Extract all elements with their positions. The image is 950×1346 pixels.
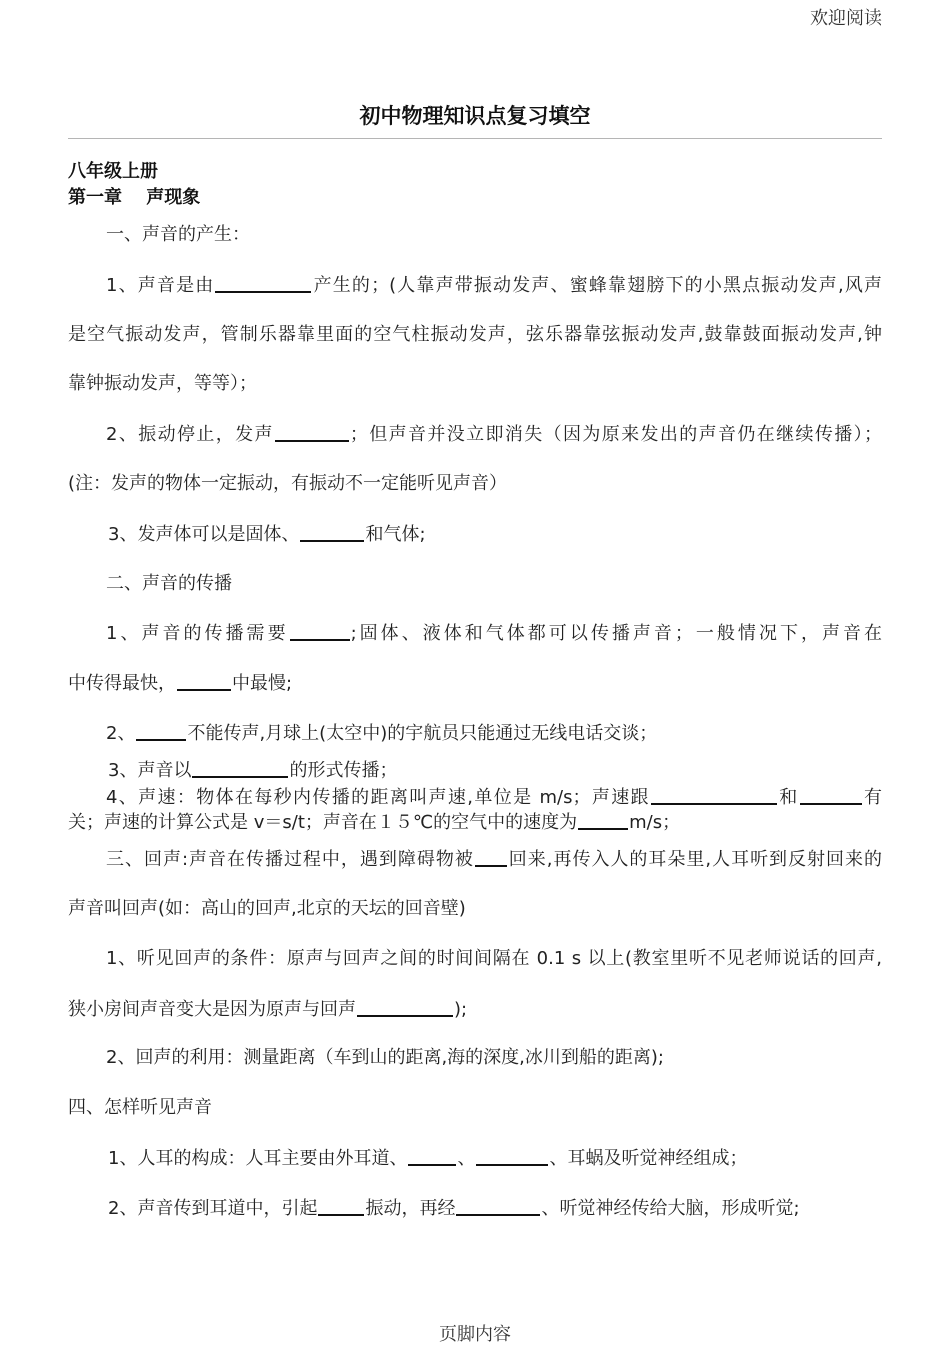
text-span: 关；声速的计算公式是 v＝s/t；声音在１５℃的空气中的速度为 bbox=[68, 812, 578, 833]
paragraph-line bbox=[68, 721, 920, 746]
paragraph-line bbox=[68, 847, 882, 872]
paragraph-line bbox=[68, 758, 922, 783]
text-span: 1、声音的传播需要 bbox=[106, 623, 289, 644]
section-heading-sound-propagation: 二、声音的传播 bbox=[106, 573, 232, 594]
paragraph-line: 是空气振动发声，管制乐器靠里面的空气柱振动发声，弦乐器靠弦振动发声,鼓靠鼓面振动发声,钟 bbox=[68, 324, 882, 345]
paragraph-line bbox=[68, 273, 882, 298]
text-span: 和 bbox=[777, 787, 799, 808]
text-span: 中最慢; bbox=[232, 673, 293, 694]
text-span: 狭小房间声音变大是因为原声与回声 bbox=[68, 999, 356, 1020]
text-span: ;固体、液体和气体都可以传播声音；一般情况下，声音在 bbox=[350, 623, 883, 644]
page-title: 初中物理知识点复习填空 bbox=[359, 104, 591, 128]
fill-blank[interactable] bbox=[275, 422, 349, 442]
text-span: ；但声音并没立即消失（因为原来发出的声音仍在继续传播）； bbox=[349, 424, 883, 445]
paragraph-line bbox=[68, 785, 882, 810]
text-span: 2、振动停止，发声 bbox=[106, 424, 274, 445]
text-span: 产生的；(人靠声带振动发声、蜜蜂靠翅膀下的小黑点振动发声,风声 bbox=[312, 275, 882, 296]
paragraph-line: 2、回声的利用：测量距离（车到山的距离,海的深度,冰川到船的距离); bbox=[106, 1047, 664, 1068]
text-span: 、 bbox=[457, 1148, 476, 1169]
text-span: 中传得最快， bbox=[68, 673, 176, 694]
fill-blank[interactable] bbox=[192, 758, 288, 778]
fill-blank[interactable] bbox=[318, 1196, 364, 1216]
text-span: 、听觉神经传给大脑，形成听觉; bbox=[541, 1198, 800, 1219]
text-span: 的形式传播； bbox=[289, 760, 398, 781]
paragraph-line bbox=[68, 621, 882, 646]
text-span: 3、发声体可以是固体、 bbox=[108, 524, 300, 545]
fill-blank[interactable] bbox=[800, 785, 862, 805]
page-footer: 页脚内容 bbox=[439, 1324, 511, 1345]
paragraph-line: 1、听见回声的条件：原声与回声之间的时间间隔在 0.1 s 以上(教室里听不见老师说话的回声, bbox=[106, 948, 882, 969]
fill-blank[interactable] bbox=[456, 1196, 540, 1216]
text-span: 不能传声,月球上(太空中)的宇航员只能通过无线电话交谈； bbox=[187, 723, 658, 744]
paragraph-line: 靠钟振动发声，等等）； bbox=[68, 373, 257, 394]
fill-blank[interactable] bbox=[177, 671, 231, 691]
text-span: 和气体; bbox=[365, 524, 426, 545]
text-span: m/s； bbox=[629, 812, 681, 833]
paragraph-line bbox=[68, 810, 882, 835]
header-note: 欢迎阅读 bbox=[810, 8, 882, 29]
paragraph-line: (注：发声的物体一定振动，有振动不一定能听见声音） bbox=[68, 473, 508, 494]
fill-blank[interactable] bbox=[215, 273, 311, 293]
text-span: 3、声音以 bbox=[108, 760, 192, 781]
fill-blank[interactable] bbox=[475, 847, 507, 867]
paragraph-line bbox=[68, 997, 882, 1022]
fill-blank[interactable] bbox=[408, 1146, 456, 1166]
section-heading-sound-production: 一、声音的产生： bbox=[106, 224, 250, 245]
text-span: 2、 bbox=[106, 723, 136, 744]
section-heading-hearing: 四、怎样听见声音 bbox=[68, 1097, 212, 1118]
fill-blank[interactable] bbox=[136, 721, 186, 741]
text-span: 三、回声:声音在传播过程中，遇到障碍物被 bbox=[106, 849, 474, 870]
chapter-heading: 第一章 声现象 bbox=[68, 187, 201, 208]
text-span: 4、声速：物体在每秒内传播的距离叫声速,单位是 m/s；声速跟 bbox=[106, 787, 650, 808]
paragraph-line bbox=[68, 422, 882, 447]
fill-blank[interactable] bbox=[476, 1146, 548, 1166]
paragraph-line bbox=[68, 1146, 922, 1171]
text-span: 、耳蜗及听觉神经组成； bbox=[549, 1148, 748, 1169]
paragraph-line: 声音叫回声(如：高山的回声,北京的天坛的回音壁) bbox=[68, 898, 466, 919]
paragraph-line bbox=[68, 1196, 922, 1221]
title-divider bbox=[68, 138, 882, 139]
fill-blank[interactable] bbox=[578, 810, 628, 830]
paragraph-line bbox=[68, 522, 922, 547]
fill-blank[interactable] bbox=[290, 621, 350, 641]
text-span: 1、声音是由 bbox=[106, 275, 215, 296]
grade-heading: 八年级上册 bbox=[68, 161, 158, 182]
text-span: 振动，再经 bbox=[365, 1198, 456, 1219]
text-span: ); bbox=[454, 999, 468, 1020]
text-span: 1、人耳的构成：人耳主要由外耳道、 bbox=[108, 1148, 408, 1169]
text-span: 回来,再传入人的耳朵里,人耳听到反射回来的 bbox=[507, 849, 882, 870]
fill-blank[interactable] bbox=[651, 785, 777, 805]
fill-blank[interactable] bbox=[300, 522, 364, 542]
paragraph-line bbox=[68, 671, 882, 696]
text-span: 有 bbox=[862, 787, 882, 808]
text-span: 2、声音传到耳道中，引起 bbox=[108, 1198, 318, 1219]
fill-blank[interactable] bbox=[357, 997, 453, 1017]
